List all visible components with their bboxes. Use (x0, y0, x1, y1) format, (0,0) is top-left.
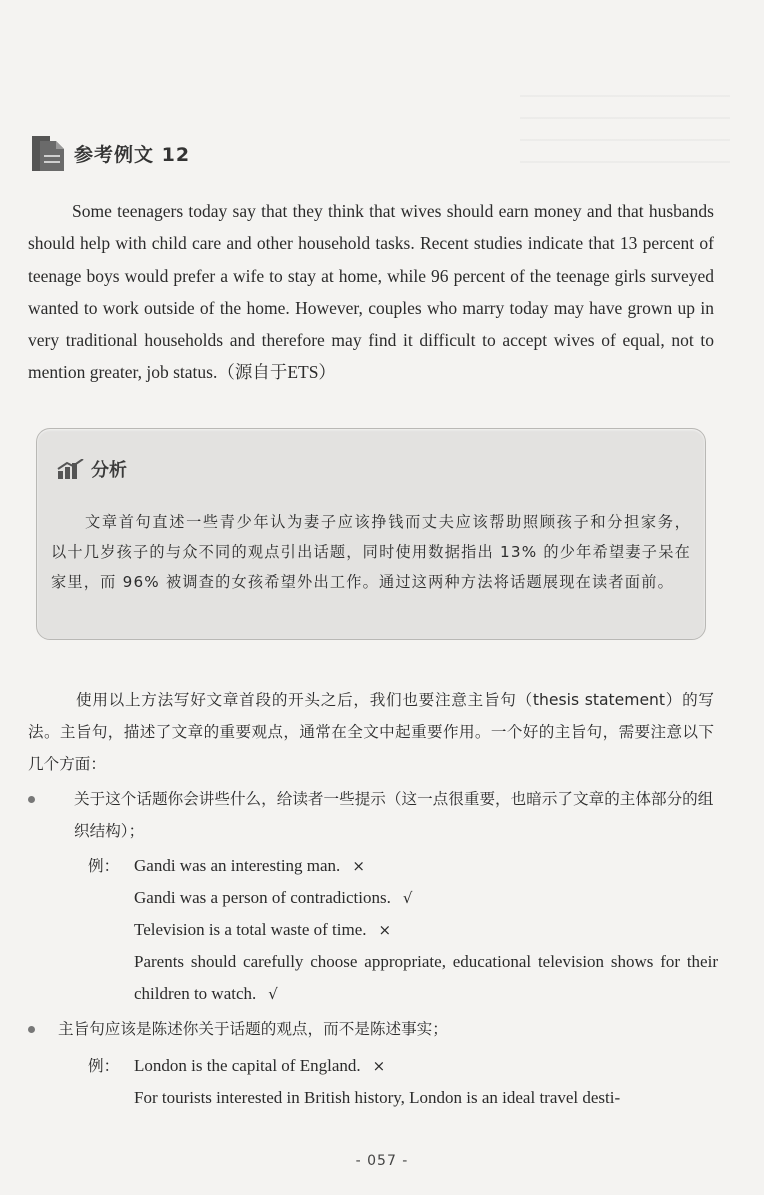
example-label: 例： (88, 1057, 120, 1075)
analysis-header (57, 456, 127, 482)
bullet-text: 主旨句应该是陈述你关于话题的观点，而不是陈述事实； (58, 1020, 448, 1038)
wrong-mark: × (378, 921, 392, 939)
bar-chart-icon (57, 459, 85, 479)
example-line (134, 1082, 718, 1114)
analysis-title: 分析 (91, 460, 127, 481)
example-sentence: For tourists interested in British history, London is an ideal travel desti- (134, 1088, 621, 1107)
bullet-dot-icon (28, 1026, 35, 1033)
passage-text: Some teenagers today say that they think that wives should earn money and that husbands should help with child care and other household tasks. Recent studies indicate that 13 percent of teenage boys would prefer a wife to stay at home, while 96 percent of the teenage girls surveyed wanted to work outside of the home. However, couples who marry today may have grown up in very traditional households and therefore may find it difficult to accept wives of equal, not to mention greater, job status.（源自于ETS） (28, 201, 714, 383)
document-icon (30, 133, 66, 173)
example-sentence: London is the capital of England. (134, 1056, 361, 1075)
wrong-mark: × (352, 857, 365, 875)
example-line (134, 1050, 718, 1082)
analysis-body (51, 507, 691, 598)
bullet-dot-icon (28, 796, 35, 803)
example-line (134, 850, 718, 882)
intro-text: 使用以上方法写好文章首段的开头之后，我们也要注意主旨句（thesis statement）的写法。主旨句，描述了文章的重要观点，通常在全文中起重要作用。一个好的主旨句，需要注意以下几个方面： (28, 691, 714, 773)
example-block (88, 1050, 718, 1114)
section-title: 参考例文 12 (74, 143, 191, 166)
analysis-box (36, 428, 706, 640)
example-sentence: Parents should carefully choose appropriate, educational television shows for their children to watch. (134, 952, 718, 1003)
bullet-item (28, 1013, 718, 1045)
correct-mark: √ (268, 985, 278, 1003)
correct-mark: √ (402, 889, 413, 907)
example-line (134, 914, 718, 946)
example-line (134, 946, 718, 1010)
bullet-item (28, 783, 718, 847)
example-block (88, 850, 718, 1010)
analysis-text: 文章首句直述一些青少年认为妻子应该挣钱而丈夫应该帮助照顾孩子和分担家务，以十几岁孩子的与众不同的观点引出话题，同时使用数据指出 13% 的少年希望妻子呆在家里，而 96% 被调查的女孩希望外出工作。通过这两种方法将话题展现在读者面前。 (51, 513, 691, 592)
section-header (30, 132, 190, 174)
page-number: - 057 - (355, 1153, 409, 1169)
bleed-through-text (520, 95, 730, 175)
example-sentence: Television is a total waste of time. (134, 920, 367, 939)
thesis-intro (28, 684, 714, 780)
example-line (134, 882, 718, 914)
sample-passage (28, 195, 714, 389)
example-label: 例： (88, 857, 120, 875)
wrong-mark: × (372, 1057, 386, 1075)
example-sentence: Gandi was a person of contradictions. (134, 888, 391, 907)
example-sentence: Gandi was an interesting man. (134, 856, 341, 875)
bullet-text: 关于这个话题你会讲些什么，给读者一些提示（这一点很重要，也暗示了文章的主体部分的组织结构）； (74, 790, 714, 840)
